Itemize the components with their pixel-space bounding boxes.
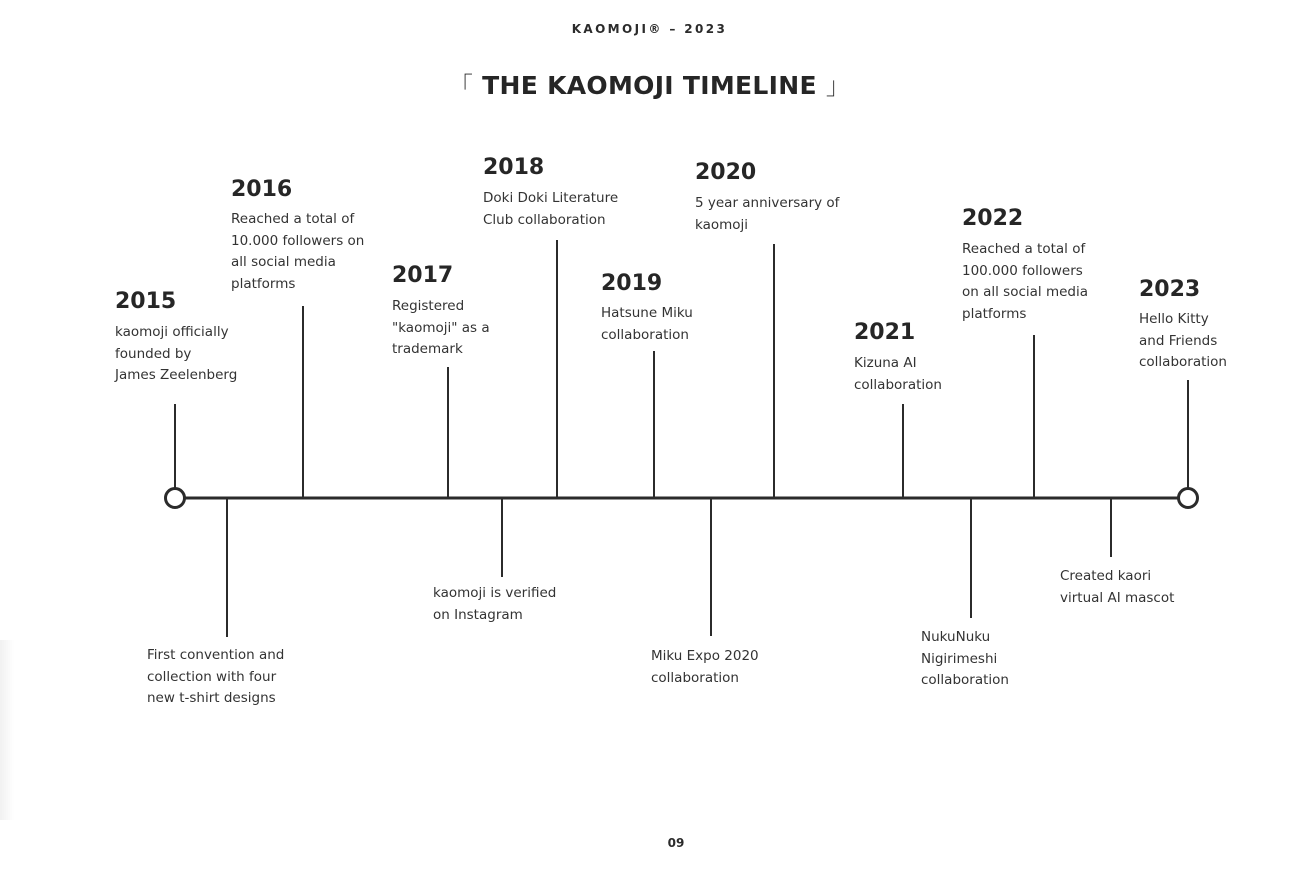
event-instagram-verified: kaomoji is verified on Instagram — [433, 585, 557, 623]
title-close-bracket: 」 — [825, 72, 851, 100]
milestone-year-2020: 2020 — [695, 160, 757, 185]
event-first-convention: First convention and collection with four new t-shirt designs — [147, 647, 285, 707]
milestone-text-2022: Reached a total of 100.000 followers on all social media platforms — [962, 241, 1089, 323]
milestone-year-2018: 2018 — [483, 155, 545, 180]
milestone-year-2016: 2016 — [231, 177, 293, 202]
event-nukunuku: NukuNuku Nigirimeshi collaboration — [921, 629, 1009, 689]
milestone-year-2023: 2023 — [1139, 277, 1201, 302]
timeline-end-node — [1179, 489, 1198, 508]
milestone-text-2016: Reached a total of 10.000 followers on all social media platforms — [231, 211, 365, 293]
document-kicker: KAOMOJI® – 2023 — [571, 22, 728, 36]
milestone-text-2020: 5 year anniversary of kaomoji — [695, 195, 840, 233]
event-kaori-mascot: Created kaori virtual AI mascot — [1060, 568, 1175, 606]
title-text: THE KAOMOJI TIMELINE — [482, 71, 817, 100]
milestone-text-2017: Registered "kaomoji" as a trademark — [392, 298, 490, 358]
milestone-text-2023: Hello Kitty and Friends collaboration — [1139, 311, 1227, 371]
milestone-text-2019: Hatsune Miku collaboration — [601, 305, 693, 343]
milestone-year-2019: 2019 — [601, 271, 663, 296]
page-edge-shadow — [0, 640, 14, 820]
milestone-year-2022: 2022 — [962, 206, 1024, 231]
milestone-year-2021: 2021 — [854, 320, 916, 345]
milestone-text-2018: Doki Doki Literature Club collaboration — [483, 190, 619, 228]
milestone-year-2017: 2017 — [392, 263, 454, 288]
milestone-text-2015: kaomoji officially founded by James Zeelenberg — [115, 324, 238, 384]
milestone-year-2015: 2015 — [115, 289, 177, 314]
timeline-start-node — [166, 489, 185, 508]
event-miku-expo: Miku Expo 2020 collaboration — [651, 648, 759, 686]
title-open-bracket: 「 — [448, 72, 474, 100]
milestone-text-2021: Kizuna AI collaboration — [854, 355, 942, 393]
page-number: 09 — [667, 836, 685, 850]
